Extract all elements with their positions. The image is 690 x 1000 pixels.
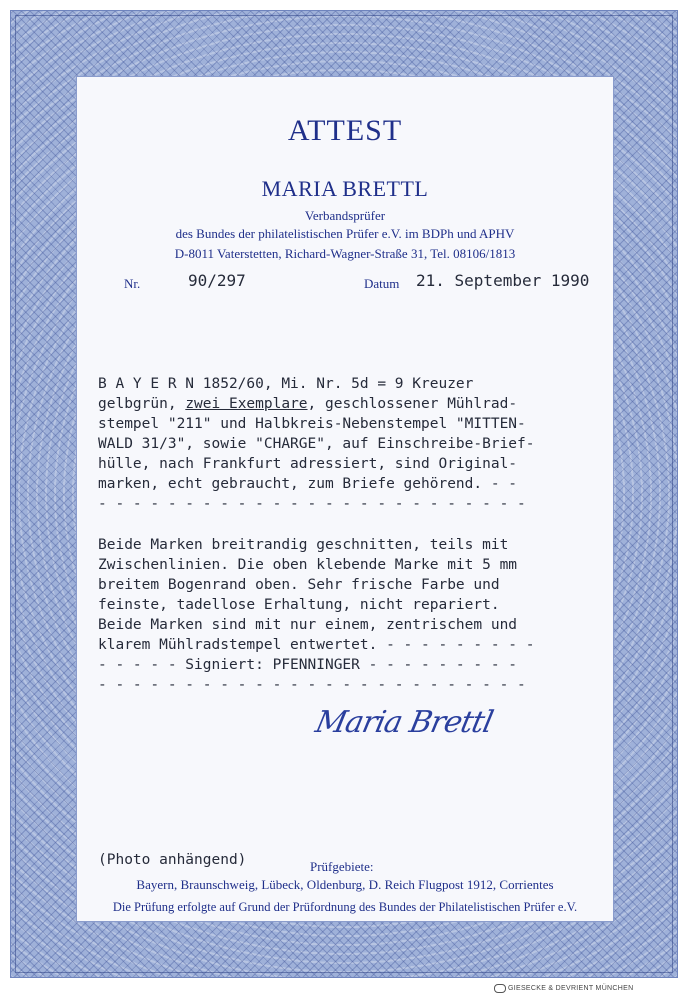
- description-line: stempel "211" und Halbkreis-Nebenstempel "MITTEN-: [98, 416, 526, 432]
- datum-value: 21. September 1990: [416, 271, 590, 290]
- description-line: gelbgrün, zwei Exemplare, geschlossener Mühlrad-: [98, 396, 518, 412]
- certificate-title: ATTEST: [287, 114, 403, 147]
- photo-note: (Photo anhängend): [98, 852, 247, 868]
- condition-line: Beide Marken sind mit nur einem, zentrischem und: [98, 617, 518, 633]
- description-line: marken, echt gebraucht, zum Briefe gehörend. - -: [98, 476, 518, 492]
- description-line: hülle, nach Frankfurt adressiert, sind Original-: [98, 456, 518, 472]
- examiner-name: MARIA BRETTL: [261, 176, 429, 201]
- printer-imprint: GIESECKE & DEVRIENT MÜNCHEN: [508, 985, 634, 992]
- examiner-association: des Bundes der philatelistischen Prüfer e.V. im BDPh und APHV: [175, 226, 515, 241]
- condition-line: Zwischenlinien. Die oben klebende Marke mit 5 mm: [98, 557, 518, 573]
- description-line: - - - - - - - - - - - - - - - - - - - - - - - - -: [98, 496, 526, 512]
- nr-value: 90/297: [188, 271, 246, 290]
- examiner-address: D-8011 Vaterstetten, Richard-Wagner-Straße 31, Tel. 08106/1813: [174, 246, 516, 261]
- datum-label: Datum: [364, 276, 400, 291]
- condition-line: breitem Bogenrand oben. Sehr frische Farbe und: [98, 577, 500, 593]
- pruefgebiete-list: Bayern, Braunschweig, Lübeck, Oldenburg, D. Reich Flugpost 1912, Corrientes: [136, 877, 554, 892]
- condition-line: - - - - - Signiert: PFENNINGER - - - - - - - - -: [98, 657, 518, 673]
- description-line: WALD 31/3", sowie "CHARGE", auf Einschreibe-Brief-: [98, 436, 535, 452]
- condition-line: feinste, tadellose Erhaltung, nicht repariert.: [98, 597, 500, 613]
- nr-label: Nr.: [124, 276, 141, 291]
- description-line: B A Y E R N 1852/60, Mi. Nr. 5d = 9 Kreuzer: [98, 376, 474, 392]
- condition-line: Beide Marken breitrandig geschnitten, teils mit: [98, 537, 509, 553]
- examiner-role: Verbandsprüfer: [304, 208, 386, 223]
- pruefgebiete-label: Prüfgebiete:: [310, 859, 374, 874]
- printer-logo-icon: [494, 984, 506, 993]
- condition-line: - - - - - - - - - - - - - - - - - - - - - - - - -: [98, 677, 526, 693]
- condition-line: klarem Mühlradstempel entwertet. - - - - - - - - -: [98, 637, 535, 653]
- handwritten-signature: Maria Brettl: [312, 705, 496, 740]
- statement-footer: Die Prüfung erfolgte auf Grund der Prüfordnung des Bundes der Philatelistischen Prüfer e.V.: [112, 900, 578, 914]
